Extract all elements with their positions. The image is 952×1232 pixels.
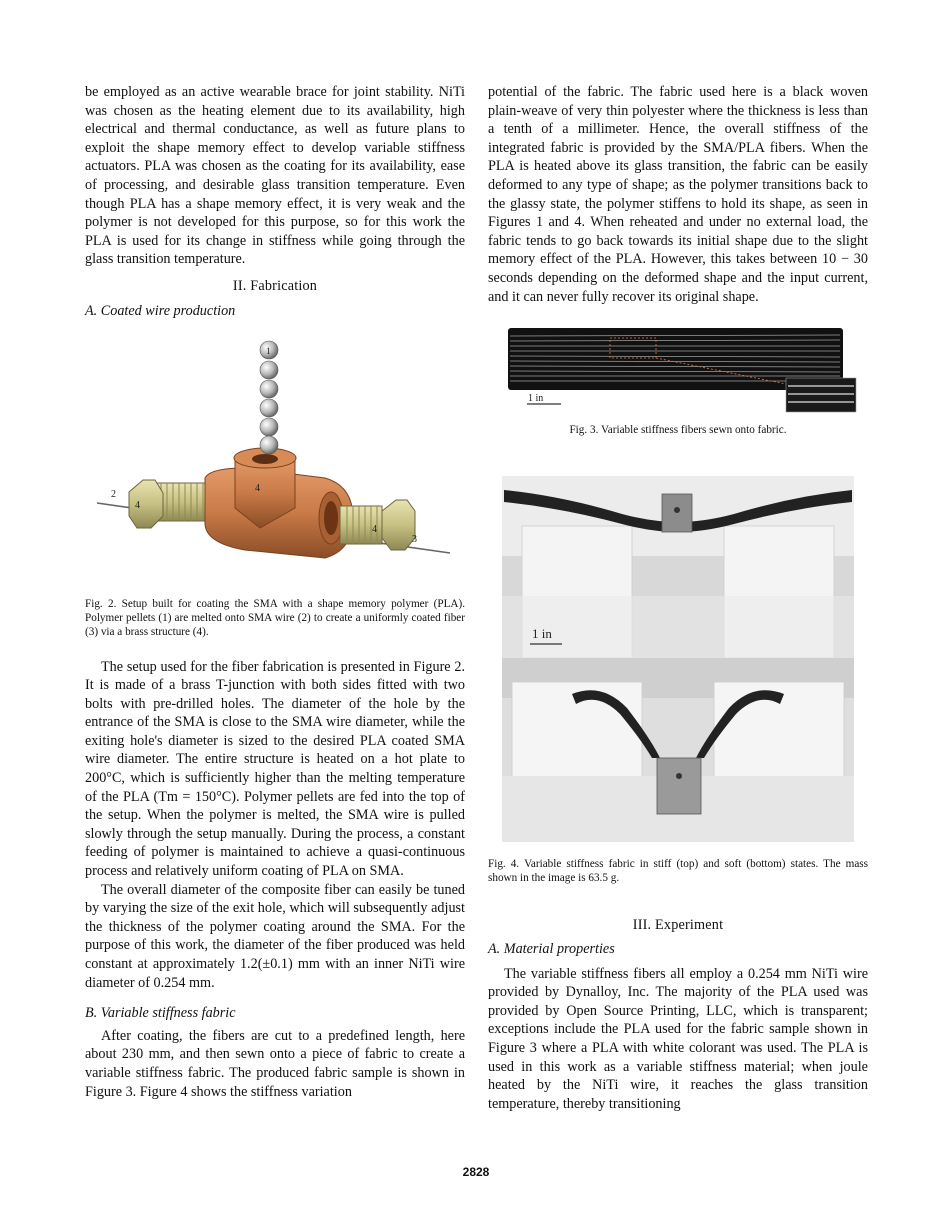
right-bolt (340, 500, 415, 550)
figure-3 (488, 324, 868, 416)
paragraph-fabric: After coating, the fibers are cut to a predefined length, here about 230 mm, and then sewn onto a piece of fabric to create a variable stiffness fabric. The produced fabric sample is shown in Figure 3. Figure 4 shows the stiffness variation (85, 1027, 465, 1100)
label-wire-in: 2 (111, 489, 116, 501)
stiff-soft-photo (502, 476, 854, 842)
right-column (488, 83, 868, 1113)
subsection-coated-wire-title: A. Coated wire production (85, 302, 236, 319)
label-wire-out: 3 (412, 534, 417, 546)
figure-2 (85, 328, 465, 598)
section-fabrication-title: II. Fabrication (232, 277, 318, 294)
subsection-material-title: A. Material properties (488, 941, 615, 958)
figure-3-scale-label: 1 in (528, 393, 544, 405)
left-column (85, 83, 465, 1101)
paragraph-setup: The setup used for the fiber fabrication is presented in Figure 2. It is made of a brass T-junction with both sides fitted with two bolts with pre-drilled holes. The diameter of the hole by the entrance of the SMA is close to the SMA wire diameter, while the exiting hole's diameter is sized to the desired PLA coated SMA wire diameter. The entire structure is heated on a hot plate to 200°C, which is sufficiently higher than the melting temperature of the PLA (Tm = 150°C). Polymer pellets are fed into the top of the setup. When the polymer is melted, the SMA wire is pulled slowly through the setup manually. During the process, a constant feeding of polymer is maintained to achieve a quasi-continuous process and relatively uniform coating of PLA on SMA. (85, 658, 465, 880)
brass-t-junction (205, 448, 353, 558)
label-bolt-left: 4 (135, 500, 140, 512)
section-experiment-title: III. Experiment (632, 916, 724, 933)
fabric-photo (488, 324, 868, 416)
figure-4-scale-label: 1 in (532, 625, 552, 641)
paragraph-potential: potential of the fabric. The fabric used here is a black woven plain-weave of very thin polyester where the thickness is less than a tenth of a millimeter. Hence, the overall stiffness of the integrated fabric is provided by the SMA/PLA fibers. When the PLA is heated above its glass transition, the fabric can be easily deformed to any type of shape; as the polymer transitions back to the glassy state, the polymer stiffens to hold its shape, as seen in Figures 1 and 4. When reheated and under no external load, the fabric tends to go back towards its initial shape due to the slight memory effect of the PLA. However, this takes between 10 − 30 seconds depending on the deformed shape and the input current, and it can never fully recover its original shape. (488, 84, 868, 305)
figure-2-caption: Fig. 2. Setup built for coating the SMA with a shape memory polymer (PLA). Polymer pellets (1) are melted onto SMA wire (2) to create a uniformly coated fiber (3) via a brass structure (4). (85, 598, 465, 638)
paragraph-material: The variable stiffness fibers all employ a 0.254 mm NiTi wire provided by Dynalloy, Inc. The majority of the PLA used was provided by Open Source Printing, LLC, which is transparent; exceptions include the PLA used for the fabric sample shown in Figure 3 where a PLA with white colorant was used. The PLA is used in this work as a variable stiffness material; when joule heated by the NiTi wire, it reaches the glass transition temperature, thereby transitioning (488, 965, 868, 1112)
label-bolt-right: 4 (372, 524, 377, 536)
page-number: 2828 (462, 1165, 490, 1179)
figure-4 (502, 476, 868, 842)
label-pellet: 1 (266, 346, 271, 357)
left-bolt (129, 480, 215, 528)
figure-4-caption: Fig. 4. Variable stiffness fabric in stiff (top) and soft (bottom) states. The mass shown in the image is 63.5 g. (488, 857, 868, 884)
polymer-pellets (260, 341, 278, 454)
paragraph-diameter: The overall diameter of the composite fiber can easily be tuned by varying the size of the exit hole, which will subsequently adjust the thickness of the polymer coating around the SMA. For the purpose of this work, the diameter of the fiber produced was held constant at approximately 1.2(±0.1) mm with an inner NiTi wire diameter of 0.254 mm. (85, 881, 465, 991)
intro-paragraph: be employed as an active wearable brace for joint stability. NiTi was chosen as the heating element due to its availability, high electrical and thermal conductance, as well as future plans to exploit the shape memory effect to develop variable stiffness actuators. PLA was chosen as the coating for its availability, ease of processing, and desirable glass transition temperature. Even though PLA has a shape memory effect, it is very weak and the polymer is not developed for this purpose, so for this work the PLA is used for its change in stiffness while going through the glass transition temperature. (85, 84, 465, 268)
figure-3-caption: Fig. 3. Variable stiffness fibers sewn onto fabric. (569, 424, 787, 437)
subsection-fabric-title: B. Variable stiffness fabric (85, 1005, 236, 1022)
coating-setup-illustration (85, 328, 465, 598)
label-body: 4 (255, 483, 260, 495)
